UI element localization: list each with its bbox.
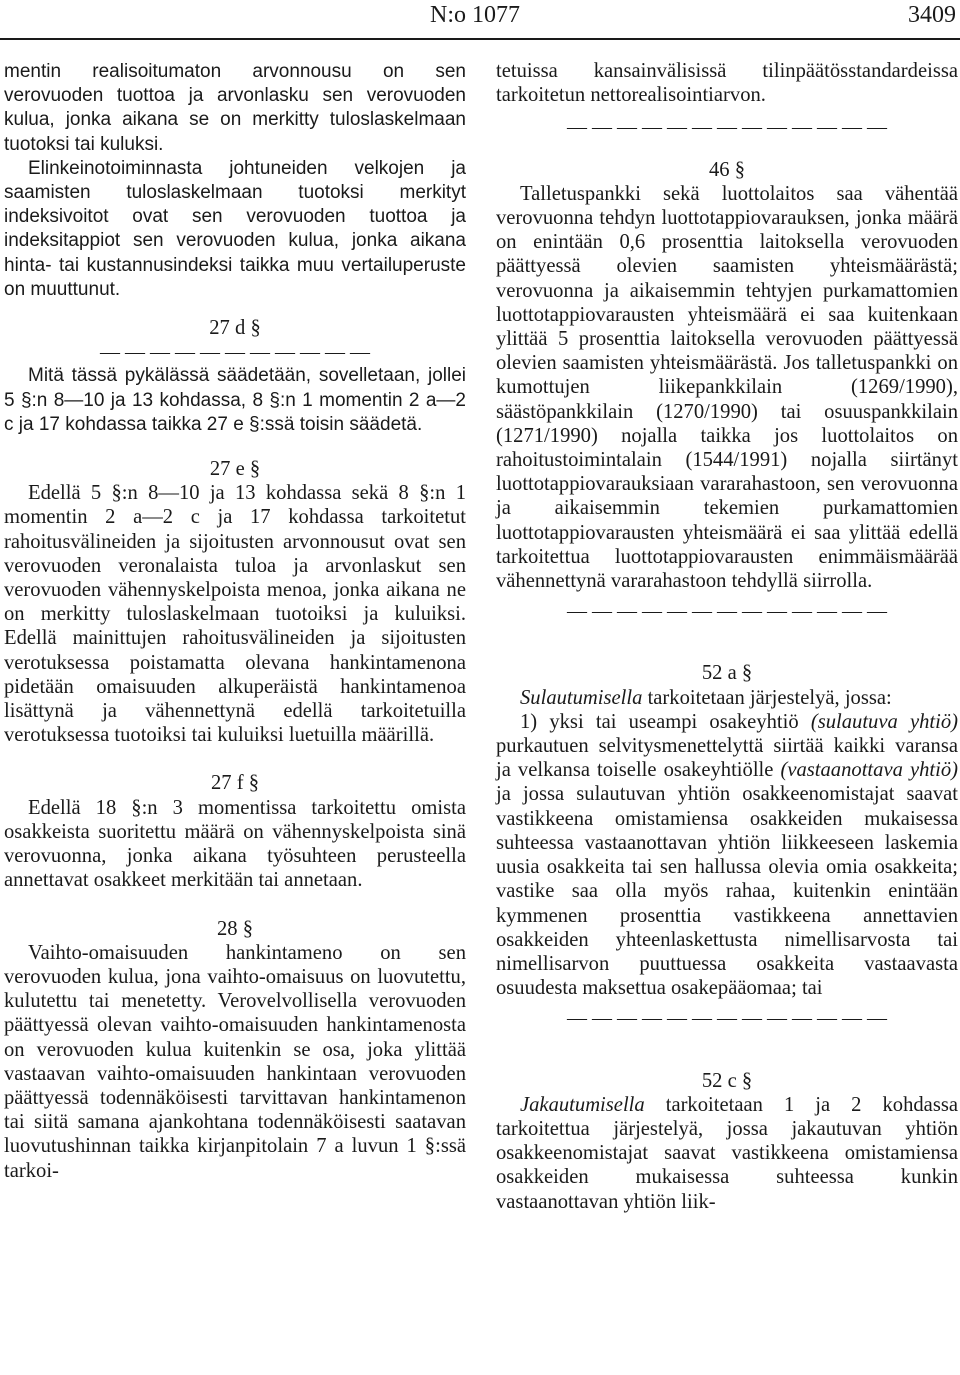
omission-dashes: — — — — — — — — — — —: [100, 341, 370, 364]
paragraph-continued: tetuissa kansainvälisissä tilinpäätösstandardeissa tarkoitetun nettorealisointiarvon.: [496, 60, 958, 107]
omission-dashes: — — — — — — — — — — — — —: [567, 600, 887, 623]
page-header: [0, 0, 960, 40]
section-title-27e: 27 e §: [209, 458, 261, 481]
header-rule: [0, 38, 960, 40]
section-body-27e: Edellä 5 §:n 8—10 ja 13 kohdassa sekä 8 §:n 1 momentin 2 a—2 c ja 17 kohdassa tarkoitetut rahoitusvälineiden ja sijoitusten arvonnousut ovat sen verovuoden veronalaista tuloa ja arvonlaskut sen verovuoden vähennyskelpoista menoa, jonka aikana ne on merkitty tuloslaskelmaan tuotoiksi ja kuluiksi. Edellä mainittujen rahoitusvälineiden ja sijoitusten verotuksessa poistamatta olevana hankintamenona pidetään omaisuuden alkuperäistä hankintamenoa lisättynä ja vähennettynä edellä tarkoitetuilla verotuksessa tuotoiksi tai kuluiksi luetuilla määrillä.: [4, 482, 466, 747]
paragraph-index: Elinkeinotoiminnasta johtuneiden velkojen ja saamisten tuloslaskelmaan tuotoksi merkityt indeksivoitot ovat sen verovuoden tuottoa ja indeksitappiot sen verovuoden kulua, jonka aikana hinta- tai kustannusindeksi taikka muu vertailuperuste on muuttunut.: [4, 157, 466, 300]
omission-dashes: — — — — — — — — — — — — —: [567, 1007, 887, 1030]
section-title-27f: 27 f §: [210, 772, 260, 795]
defined-term: Sulautumisella: [520, 686, 643, 709]
defined-term: Jakautumisella: [520, 1093, 645, 1116]
section-title-52c: 52 c §: [701, 1069, 753, 1092]
defined-term: (vastaanottava yhtiö): [780, 759, 958, 782]
section-body-28: Vaihto-omaisuuden hankintameno on sen verovuoden kulua, jona vaihto-omaisuus on luovutettu, kulutettu tai menetetty. Verovelvollisella verovuoden päättyessä olevan vaihto-omaisuuden hankintamenosta on verovuoden kulua kuitenkin se osa, joka ylittää vastaavan vaihto-omaisuuden hankintaan verovuoden päättyessä todennäköisesti tarvittavan hankintamenon tai siitä samana ajankohtana todennäköisesti saatavan luovutushinnan taikka kirjanpitolain 7 a luvun 1 §:ssä tarkoi-: [4, 941, 466, 1182]
list-item-1: 1) yksi tai useampi osakeyhtiö (sulautuva yhtiö) purkautuen selvitysmenettelyttä siirtää kaikki varansa ja velkansa toiselle osakeyhtiölle (vastaanottava yhtiö) ja jossa sulautuvan yhtiön osakkeenomistajat saavat vastikkeena omistamiensa osakkeiden mukaisessa suhteessa vastaanottavan yhtiön liikkeeseen laskemia uusia osakkeita tai sen hallussa olevia omia osakkeita; vastike saa olla myös rahaa, kuitenkin enintään kymmenen prosenttia vastikkeena annettavien osakkeiden yhteenlaskettusta nimellisarvosta tai nimellisarvon puuttuessa osakkeita vastaavasta osuudesta maksettua osakepääomaa; tai: [496, 710, 959, 1000]
section-body-27d: Mitä tässä pykälässä säädetään, sovelletaan, jollei 5 §:n 8—10 ja 13 kohdassa, 8 §:n 1 momentin 2 a—2 c ja 17 kohdassa taikka 27 e §:ssä toisin säädetä.: [4, 365, 466, 435]
section-body-52a: Sulautumisella tarkoitetaan järjestelyä, jossa:: [520, 686, 892, 709]
defined-term: (sulautuva yhtiö): [810, 710, 959, 733]
right-column: [496, 59, 958, 1214]
omission-dashes: — — — — — — — — — — — — —: [567, 116, 887, 139]
section-title-52a: 52 a §: [701, 662, 753, 685]
section-body-52c: Jakautumisella tarkoitetaan 1 ja 2 kohdassa tarkoitettua järjestelyä, jossa jakautuvan yhtiön osakkeenomistajat saavat vastikkeena omistamiensa osakkeiden mukaisessa suhteessa kunkin vastaanottavan yhtiön liik-: [496, 1093, 958, 1213]
section-title-28: 28 §: [216, 917, 254, 940]
section-body-46: Talletuspankki sekä luottolaitos saa vähentää verovuonna tehdyn luottotappiovarauksen, jonka määrä on enintään 0,6 prosenttia laitoksella verovuoden päättyessä olevien saamisten yhteismäärästä; verovuonna ja aikaisemmin tehtyjen purkamattomien luottotappiovarausten yhteismäärä ei saa kuitenkaan ylittää 5 prosenttia laitoksella verovuoden päättyessä olevien saamisten yhteismäärästä. Jos talletuspankki on kumottujen liikepankkilain (1269/1990), säästöpankkilain (1270/1990) tai osuuspankkilain (1271/1990) nojalla taikka jos luottolaitos on rahoitustoimintalain (1544/1991) nojalla siirtänyt luottotappiovarauksiaan vararahastoon, sen verovuonna ja aikaisemmin tekemien purkamattomien luottotappiovarausten yhteismäärä ei saa ylittää edellä tarkoitettua luottotappiovarausten enimmäismäärää vähennettynä vararahastoon tehdyllä siirrolla.: [496, 182, 958, 593]
section-title-27d: 27 d §: [209, 317, 261, 340]
left-column: [4, 60, 466, 1183]
statute-number: N:o 1077: [430, 2, 520, 28]
page-number: 3409: [908, 2, 956, 28]
section-title-46: 46 §: [708, 158, 746, 181]
paragraph-continued: mentin realisoitumaton arvonnousu on sen verovuoden tuottoa ja arvonlasku sen verovuoden kulua, jonka aikana se on merkitty tuloslaskelmaan tuotoksi tai kuluksi.: [4, 61, 466, 155]
section-body-27f: Edellä 18 §:n 3 momentissa tarkoitettu omista osakkeista suoritettu määrä on vähennyskelpoista sinä verovuonna, jonka aikana työsuhteen perusteella annettavat osakkeet merkitään tai annetaan.: [4, 796, 466, 892]
